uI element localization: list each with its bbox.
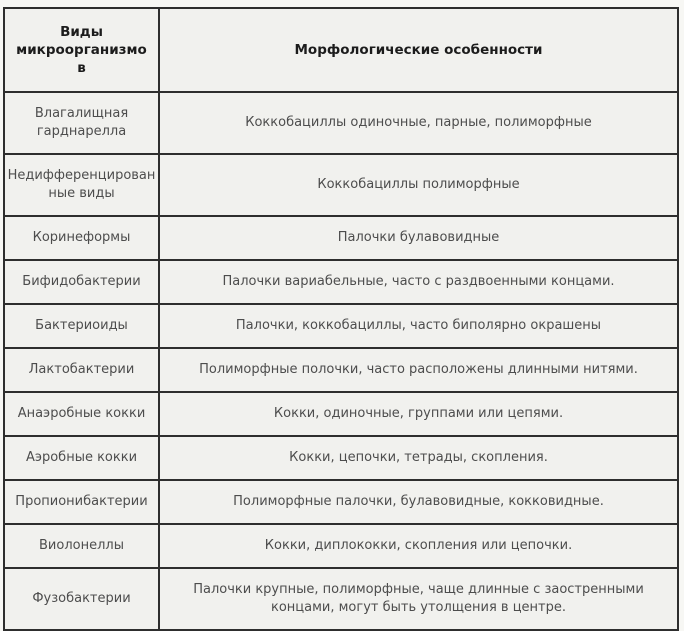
table-row [4,568,678,630]
table-row [4,480,678,524]
cell-morphology: Полиморфные палочки, булавовидные, кокковидные. [159,480,678,524]
table-header-row [4,8,678,92]
table-row [4,216,678,260]
cell-microbe-type: Аэробные кокки [4,436,159,480]
cell-microbe-type: Коринеформы [4,216,159,260]
cell-microbe-type: Пропионибактерии [4,480,159,524]
cell-microbe-type: Бактериоиды [4,304,159,348]
table-row [4,392,678,436]
column-header-morphology: Морфологические особенности [159,8,678,92]
table-row [4,304,678,348]
cell-morphology: Палочки вариабельные, часто с раздвоенными концами. [159,260,678,304]
cell-morphology: Кокки, диплококки, скопления или цепочки. [159,524,678,568]
cell-microbe-type: Анаэробные кокки [4,392,159,436]
cell-morphology: Полиморфные полочки, часто расположены длинными нитями. [159,348,678,392]
cell-microbe-type: Лактобактерии [4,348,159,392]
cell-morphology: Палочки булавовидные [159,216,678,260]
cell-microbe-type: Влагалищная гарднарелла [4,92,159,154]
cell-morphology: Кокки, цепочки, тетрады, скопления. [159,436,678,480]
cell-morphology: Коккобациллы одиночные, парные, полиморфные [159,92,678,154]
table-row [4,260,678,304]
cell-morphology: Палочки, коккобациллы, часто биполярно окрашены [159,304,678,348]
table-row [4,92,678,154]
cell-morphology: Кокки, одиночные, группами или цепями. [159,392,678,436]
microorganisms-table [3,7,679,631]
cell-morphology: Коккобациллы полиморфные [159,154,678,216]
table-row [4,154,678,216]
table-row [4,348,678,392]
cell-microbe-type: Виолонеллы [4,524,159,568]
column-header-types: Виды микроорганизмов [4,8,159,92]
cell-microbe-type: Недифференцированные виды [4,154,159,216]
table-row [4,436,678,480]
table-row [4,524,678,568]
cell-morphology: Палочки крупные, полиморфные, чаще длинные с заостренными концами, могут быть утолщения в центре. [159,568,678,630]
cell-microbe-type: Фузобактерии [4,568,159,630]
cell-microbe-type: Бифидобактерии [4,260,159,304]
